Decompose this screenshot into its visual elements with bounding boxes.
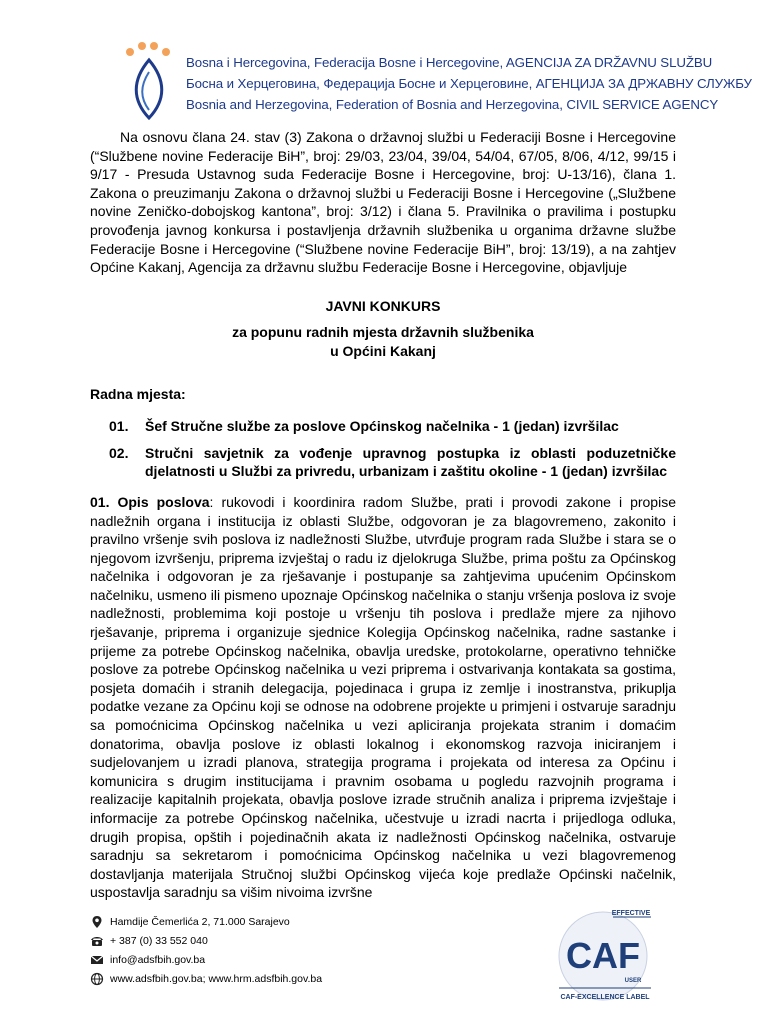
caf-user-text: USER	[624, 978, 642, 984]
positions-heading: Radna mjesta:	[90, 385, 186, 402]
phone-text: + 387 (0) 33 552 040	[110, 934, 208, 947]
job-description-paragraph	[90, 493, 676, 902]
header-line-english: Bosnia and Herzegovina, Federation of Bosnia and Herzegovina, CIVIL SERVICE AGENCY	[186, 97, 719, 112]
position-number: 02.	[109, 444, 129, 461]
position-item	[90, 417, 676, 436]
caf-excellence-label-logo	[553, 904, 657, 1008]
location-pin-icon	[90, 915, 104, 929]
footer	[90, 912, 690, 1012]
caf-effective-text: EFFECTIVE	[611, 910, 651, 917]
position-item	[90, 444, 676, 481]
letterhead	[120, 40, 760, 122]
konkurs-subtitle-2: u Općini Kakanj	[330, 342, 436, 359]
caf-mark-text: CAF	[566, 935, 640, 976]
intro-paragraph: Na osnovu člana 24. stav (3) Zakona o državnoj službi u Federaciji Bosne i Hercegovine (“Službene novine Federacije BiH”, broj: 29/03, 23/04, 39/04, 54/04, 67/05, 8/06, 4/12, 99/15 i 9/17 - Presuda Ustavnog suda Federacije Bosne i Hercegovine, broj: U-13/16), člana 1. Zakona o preuzimanju Zakona o državnoj službi u Federaciji Bosne i Hercegovine („Službene novine Zeničko-dobojskog kantona”, broj: 3/12) i člana 5. Pravilnika o pravilima i postupku provođenja javnog konkursa i postavljenja državnih službenika u organima državne službe Federacije Bosne i Hercegovine (“Službene novine Federacije BiH”, broj: 13/19), a na zahtjev Općine Kakanj, Agencija za državnu službu Federacije Bosne i Hercegovine, objavljuje	[90, 129, 676, 276]
header-line-latin: Bosna i Hercegovina, Federacija Bosne i Hercegovine, AGENCIJA ZA DRŽAVNU SLUŽBU	[186, 55, 713, 70]
website-link[interactable]: www.adsfbih.gov.ba; www.hrm.adsfbih.gov.ba	[110, 972, 323, 985]
position-number: 01.	[109, 418, 129, 435]
job-description-text: : rukovodi i koordinira radom Službe, prati i provodi zakone i propise nadležnih organa i institucija iz oblasti Službe, odgovoran je za blagovremeno, zakonito i pravilno vršenje svih poslova iz nadležnosti Službe, utvrđuje program rada Službe i stara se o njegovom izvršenju, priprema izvještaj o radu iz djelokruga Službe, prima poštu za Općinskog načelnika i odgovoran je za rješavanje i postupanje sa zahtjevima upućenim Općinskom načelniku, usmeno ili pismeno upoznaje Općinskog načelnika o stanju vršenja poslova iz svoje nadležnosti, problemima koji postoje u vršenju tih poslova i predlaže mjere za njihovo rješavanje, priprema i organizuje sjednice Kolegija Općinskog načelnika, radne sastanke i prijeme za potrebe Općinskog načelnika, obavlja uredske, protokolarne, operativno tehničke poslove za potrebe Općinskog načelnika u vezi priprema i ostvarivanja kontakata sa gostima, posjeta domaćih i stranih delegacija, pojedinaca i grupa iz zemlje i inostranstva, prikuplja podatke vezane za Općinu koji se odnose na odobrene projekte u primjeni i ostvaruje saradnju sa pomoćnicima Općinskog načelnika u vezi apliciranja projekata stranim i domaćim donatorima, obavlja poslove iz oblasti lokalnog i ekonomskog razvoja iniciranjem i sudjelovanjem u izradi planova, strategija programa i projekata od interesa za Općinu i komunicira s drugim institucijama i pravnim osobama u pogledu razvojnih programa i realizacije kapitalnih projekata, obavlja poslove izrade stručnih analiza i priprema izvještaje i informacije za potrebe Općinskog načelnika, učestvuje u izradi nacrta i prijedloga odluka, drugih propisa, opštih i pojedinačnih akata iz nadležnosti Općinskog načelnika, ostvaruje saradnju sa sekretarom i pomoćnicima Općinskog načelnika u vezi blagovremenog dostavljanja materijala Stručnoj službi Općinskog vijeća koje predlaže Općinski načelnik, uspostavlja saradnju sa višim nivoima izvršne	[90, 493, 676, 901]
konkurs-subtitle-1: za popunu radnih mjesta državnih službenika	[232, 324, 534, 341]
positions-list	[90, 417, 676, 481]
job-description-lead: 01. Opis poslova	[90, 493, 210, 510]
address-text: Hamdije Čemerlića 2, 71.000 Sarajevo	[110, 915, 290, 928]
agency-logo	[120, 40, 178, 122]
phone-icon	[90, 934, 104, 948]
position-title: Šef Stručne službe za poslove Općinskog načelnika - 1 (jedan) izvršilac	[145, 418, 619, 435]
document-body	[90, 128, 676, 902]
konkurs-title: JAVNI KONKURS	[325, 297, 441, 314]
caf-bottom-text: CAF-EXCELLENCE LABEL	[560, 994, 650, 1001]
email-link[interactable]: info@adsfbih.gov.ba	[110, 953, 206, 966]
globe-icon	[90, 972, 104, 986]
position-title: Stručni savjetnik za vođenje upravnog postupka iz oblasti poduzetničke djelatnosti u Službi za privredu, urbanizam i zaštitu okoline - 1 (jedan) izvršilac	[145, 444, 676, 480]
envelope-icon	[90, 953, 104, 967]
header-line-cyrillic: Босна и Херцеговина, Федерација Босне и Херцеговине, АГЕНЦИЈА ЗА ДРЖАВНУ СЛУЖБУ	[186, 76, 752, 91]
